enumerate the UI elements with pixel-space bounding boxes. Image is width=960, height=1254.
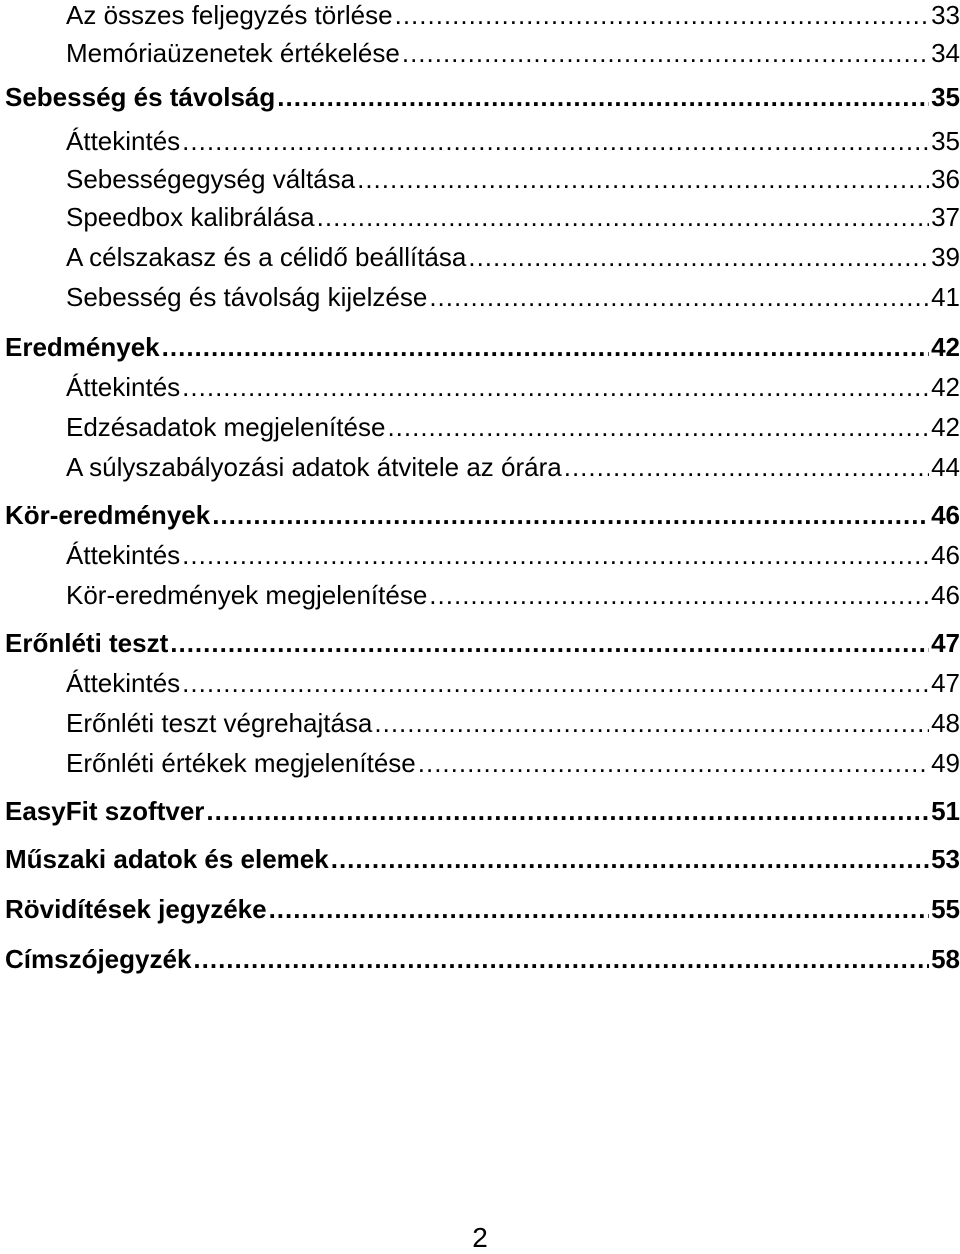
- toc-section-entry[interactable]: [66, 580, 960, 624]
- dot-leader: [182, 540, 929, 571]
- toc-section-entry[interactable]: [66, 38, 960, 82]
- toc-entry-title: Áttekintés: [66, 668, 181, 698]
- toc-entry-page: 48: [931, 708, 960, 738]
- toc-entry-page: 46: [931, 580, 960, 610]
- dot-leader: [182, 126, 929, 157]
- dot-leader: [418, 748, 929, 779]
- toc-entry-page: 33: [931, 0, 960, 30]
- toc-entry-title: Memóriaüzenetek értékelése: [66, 38, 400, 68]
- dot-leader: [374, 708, 929, 739]
- toc-entry-title: Áttekintés: [66, 372, 181, 402]
- toc-entry-title: Erőnléti értékek megjelenítése: [66, 748, 416, 778]
- dot-leader: [162, 332, 929, 363]
- dot-leader: [212, 500, 929, 531]
- toc-entry-title: Erőnléti teszt: [5, 628, 169, 658]
- toc-entry-page: 41: [931, 282, 960, 312]
- toc-section-entry[interactable]: [66, 708, 960, 752]
- dot-leader: [277, 82, 929, 113]
- toc-chapter-entry[interactable]: [5, 500, 960, 544]
- toc-entry-title: Kör-eredmények megjelenítése: [66, 580, 428, 610]
- toc-entry-title: Eredmények: [5, 332, 160, 362]
- toc-entry-page: 42: [931, 412, 960, 442]
- toc-entry-title: Rövidítések jegyzéke: [5, 894, 267, 924]
- toc-entry-page: 51: [931, 796, 960, 826]
- toc-entry-page: 46: [931, 540, 960, 570]
- dot-leader: [429, 580, 929, 611]
- toc-entry-title: Sebességegység váltása: [66, 164, 356, 194]
- toc-entry-page: 39: [931, 242, 960, 272]
- toc-entry-title: Áttekintés: [66, 126, 181, 156]
- toc-chapter-entry[interactable]: [5, 82, 960, 126]
- toc-entry-page: 58: [931, 944, 960, 974]
- toc-entry-title: Sebesség és távolság kijelzése: [66, 282, 428, 312]
- dot-leader: [429, 282, 929, 313]
- dot-leader: [206, 796, 929, 827]
- toc-chapter-entry[interactable]: [5, 944, 960, 988]
- toc-chapter-entry[interactable]: [5, 628, 960, 672]
- toc-entry-page: 37: [931, 202, 960, 232]
- toc-entry-page: 35: [931, 126, 960, 156]
- dot-leader: [317, 202, 929, 233]
- toc-entry-page: 53: [931, 844, 960, 874]
- toc-section-entry[interactable]: [66, 540, 960, 584]
- toc-entry-page: 47: [931, 668, 960, 698]
- dot-leader: [564, 452, 929, 483]
- dot-leader: [182, 668, 929, 699]
- dot-leader: [395, 0, 929, 31]
- dot-leader: [269, 894, 930, 925]
- dot-leader: [170, 628, 929, 659]
- toc-chapter-entry[interactable]: [5, 894, 960, 938]
- dot-leader: [468, 242, 929, 273]
- dot-leader: [193, 944, 929, 975]
- toc-entry-title: EasyFit szoftver: [5, 796, 205, 826]
- page-number: 2: [472, 1222, 488, 1253]
- toc-entry-page: 55: [931, 894, 960, 924]
- toc-entry-page: 42: [931, 332, 960, 362]
- toc-entry-page: 44: [931, 452, 960, 482]
- toc-chapter-entry[interactable]: [5, 332, 960, 376]
- toc-section-entry[interactable]: [66, 242, 960, 286]
- toc-entry-title: A célszakasz és a célidő beállítása: [66, 242, 467, 272]
- toc-section-entry[interactable]: [66, 282, 960, 326]
- toc-section-entry[interactable]: [66, 452, 960, 496]
- toc-entry-page: 36: [931, 164, 960, 194]
- toc-entry-title: Műszaki adatok és elemek: [5, 844, 329, 874]
- toc-section-entry[interactable]: [66, 668, 960, 712]
- toc-section-entry[interactable]: [66, 412, 960, 456]
- toc-chapter-entry[interactable]: [5, 844, 960, 888]
- toc-section-entry[interactable]: [66, 372, 960, 416]
- dot-leader: [387, 412, 929, 443]
- toc-section-entry[interactable]: [66, 202, 960, 246]
- toc-entry-page: 34: [931, 38, 960, 68]
- toc-entry-page: 46: [931, 500, 960, 530]
- toc-entry-page: 42: [931, 372, 960, 402]
- toc-section-entry[interactable]: [66, 748, 960, 792]
- toc-entry-title: Áttekintés: [66, 540, 181, 570]
- toc-entry-title: Sebesség és távolság: [5, 82, 276, 112]
- toc-entry-title: Címszójegyzék: [5, 944, 192, 974]
- toc-entry-page: 47: [931, 628, 960, 658]
- toc-entry-title: Erőnléti teszt végrehajtása: [66, 708, 373, 738]
- toc-entry-title: Edzésadatok megjelenítése: [66, 412, 386, 442]
- toc-entry-page: 49: [931, 748, 960, 778]
- dot-leader: [182, 372, 929, 403]
- toc-entry-title: Speedbox kalibrálása: [66, 202, 315, 232]
- toc-chapter-entry[interactable]: [5, 796, 960, 840]
- dot-leader: [402, 38, 929, 69]
- toc-entry-title: Kör-eredmények: [5, 500, 211, 530]
- toc-entry-title: Az összes feljegyzés törlése: [66, 0, 393, 30]
- toc-entry-page: 35: [931, 82, 960, 112]
- toc-entry-title: A súlyszabályozási adatok átvitele az órára: [66, 452, 562, 482]
- dot-leader: [357, 164, 929, 195]
- dot-leader: [331, 844, 929, 875]
